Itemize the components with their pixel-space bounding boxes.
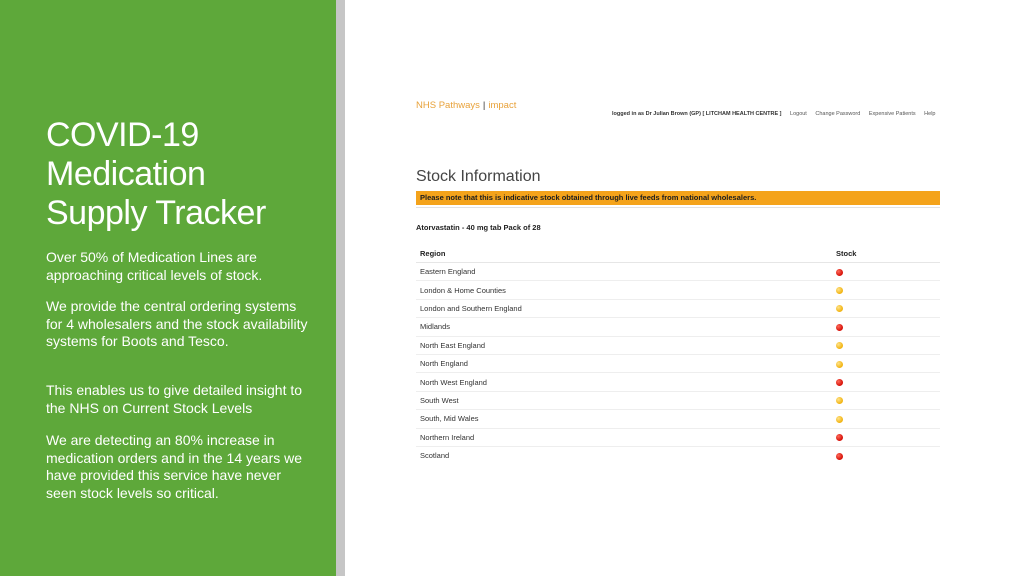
stock-amber-indicator-icon xyxy=(836,342,843,349)
stock-red-indicator-icon xyxy=(836,324,843,331)
stock-red-indicator-icon xyxy=(836,453,843,460)
stock-table xyxy=(416,245,940,464)
table-row xyxy=(416,373,940,391)
title-line: Supply Tracker xyxy=(46,194,266,232)
stock-red-indicator-icon xyxy=(836,379,843,386)
region-cell: South West xyxy=(416,391,832,409)
product-name: Atorvastatin - 40 mg tab Pack of 28 xyxy=(416,223,541,232)
title-line: COVID-19 xyxy=(46,116,199,154)
region-header: Region xyxy=(416,245,832,263)
stock-cell xyxy=(832,410,940,428)
notice-banner: Please note that this is indicative stock obtained through live feeds from national wholesalers. xyxy=(416,191,940,205)
intro-paragraph: Over 50% of Medication Lines are approaching critical levels of stock. xyxy=(46,249,263,283)
stock-amber-indicator-icon xyxy=(836,287,843,294)
table-row xyxy=(416,354,940,372)
stock-amber-indicator-icon xyxy=(836,361,843,368)
region-cell: London & Home Counties xyxy=(416,281,832,299)
left-panel xyxy=(0,0,336,576)
brand-separator: | xyxy=(482,100,486,111)
page-title xyxy=(46,116,326,233)
stock-red-indicator-icon xyxy=(836,434,843,441)
stock-cell xyxy=(832,263,940,281)
table-row xyxy=(416,446,940,464)
help-link[interactable]: Help xyxy=(924,111,936,117)
stock-cell xyxy=(832,428,940,446)
stock-cell xyxy=(832,281,940,299)
table-row xyxy=(416,263,940,281)
table-row xyxy=(416,391,940,409)
stock-red-indicator-icon xyxy=(836,269,843,276)
table-row xyxy=(416,336,940,354)
region-cell: Midlands xyxy=(416,318,832,336)
table-row xyxy=(416,299,940,317)
stock-cell xyxy=(832,391,940,409)
region-cell: North West England xyxy=(416,373,832,391)
brand-name: NHS Pathways xyxy=(416,100,480,111)
stock-cell xyxy=(832,336,940,354)
table-row xyxy=(416,428,940,446)
change-password-link[interactable]: Change Password xyxy=(815,111,861,117)
intro-paragraph: This enables us to give detailed insight to the NHS on Current Stock Levels xyxy=(46,382,303,416)
table-row xyxy=(416,281,940,299)
intro-paragraph: We are detecting an 80% increase in medication orders and in the 14 years we have provided this service have never seen stock levels so critical. xyxy=(46,432,303,501)
section-title: Stock Information xyxy=(416,168,541,185)
intro-paragraph: We provide the central ordering systems for 4 wholesalers and the stock availability systems for Boots and Tesco. xyxy=(46,298,308,349)
stock-table-body xyxy=(416,263,940,465)
divider-strip xyxy=(336,0,345,576)
table-header-row xyxy=(416,245,940,263)
stock-header: Stock xyxy=(832,245,940,263)
region-cell: Northern Ireland xyxy=(416,428,832,446)
stock-cell xyxy=(832,446,940,464)
table-row xyxy=(416,318,940,336)
region-cell: North England xyxy=(416,354,832,372)
user-bar xyxy=(612,111,935,117)
region-cell: Eastern England xyxy=(416,263,832,281)
divider xyxy=(416,207,940,208)
brand-suffix: impact xyxy=(488,100,517,111)
stock-cell xyxy=(832,318,940,336)
stock-cell xyxy=(832,299,940,317)
logged-in-user: logged in as Dr Julian Brown (GP) [ LITCHAM HEALTH CENTRE ] xyxy=(612,111,782,117)
stock-amber-indicator-icon xyxy=(836,416,843,423)
region-cell: London and Southern England xyxy=(416,299,832,317)
title-line: Medication xyxy=(46,155,206,193)
stock-amber-indicator-icon xyxy=(836,397,843,404)
logout-link[interactable]: Logout xyxy=(790,111,807,117)
brand-logo[interactable] xyxy=(416,100,516,111)
expensive-patients-link[interactable]: Expensive Patients xyxy=(868,111,916,117)
region-cell: South, Mid Wales xyxy=(416,410,832,428)
stock-cell xyxy=(832,373,940,391)
table-row xyxy=(416,410,940,428)
stock-amber-indicator-icon xyxy=(836,305,843,312)
stock-cell xyxy=(832,354,940,372)
region-cell: Scotland xyxy=(420,451,450,461)
region-cell: North East England xyxy=(416,336,832,354)
